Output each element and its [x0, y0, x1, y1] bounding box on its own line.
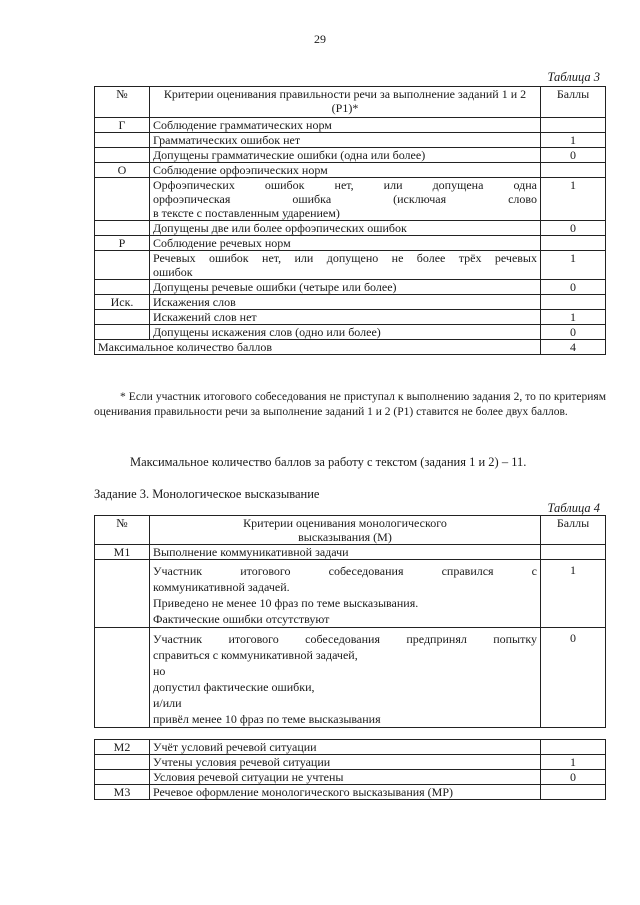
header-criteria [150, 516, 541, 545]
text-line: справиться с коммуникативной задачей, [153, 648, 358, 662]
criterion-title: Соблюдение орфоэпических норм [150, 163, 541, 178]
table-row [95, 755, 606, 770]
criterion-text: Учтены условия речевой ситуации [150, 755, 541, 770]
text-line: ошибок [153, 265, 193, 279]
table-row [95, 628, 606, 728]
table-row [95, 545, 606, 560]
table-row [95, 236, 606, 251]
criterion-text [150, 251, 541, 280]
monologue-criteria-table [94, 515, 606, 728]
text-line: допустил фактические ошибки, [153, 680, 315, 694]
score-value: 1 [541, 251, 606, 280]
table-row [95, 310, 606, 325]
criterion-title: Учёт условий речевой ситуации [150, 740, 541, 755]
header-line: высказывания (М) [298, 530, 392, 544]
text-line: Орфоэпических ошибок нет, или допущена одна [153, 178, 537, 192]
header-number: № [95, 516, 150, 545]
table-header-row [95, 87, 606, 118]
table-row [95, 325, 606, 340]
criterion-title: Соблюдение грамматических норм [150, 118, 541, 133]
criterion-code: М3 [95, 785, 150, 800]
header-score: Баллы [541, 516, 606, 545]
criterion-title: Соблюдение речевых норм [150, 236, 541, 251]
header-score: Баллы [541, 87, 606, 118]
text-line: орфоэпическая ошибка (исключая слово [153, 192, 537, 206]
score-value: 0 [541, 221, 606, 236]
table-row [95, 148, 606, 163]
text-line: Фактические ошибки отсутствуют [153, 612, 330, 626]
score-value: 1 [541, 755, 606, 770]
text-line: Приведено не менее 10 фраз по теме высказывания. [153, 596, 419, 610]
text-line: но [153, 664, 166, 678]
table-row [95, 280, 606, 295]
score-value: 1 [541, 560, 606, 628]
criterion-text [150, 628, 541, 728]
table-row [95, 133, 606, 148]
table4-caption: Таблица 4 [547, 501, 600, 515]
table-row [95, 251, 606, 280]
criterion-text: Грамматических ошибок нет [150, 133, 541, 148]
text-line: привёл менее 10 фраз по теме высказывания [153, 712, 381, 726]
score-value: 0 [541, 280, 606, 295]
text-line: Участник итогового собеседования справился с [153, 564, 537, 578]
criterion-code: Г [95, 118, 150, 133]
footnote: * Если участник итогового собеседования не приступал к выполнению задания 2, то по критериям оценивания правильности речи за выполнение заданий 1 и 2 (Р1) ставится не более двух баллов. [94, 391, 606, 418]
criterion-code: Р [95, 236, 150, 251]
criterion-text: Допущены грамматические ошибки (одна или более) [150, 148, 541, 163]
score-value: 0 [541, 770, 606, 785]
max-score-value: 4 [541, 340, 606, 355]
text-line: Речевых ошибок нет, или допущено не более трёх речевых [153, 251, 537, 265]
task3-title: Задание 3. Монологическое высказывание [94, 487, 320, 501]
score-value: 1 [541, 133, 606, 148]
criterion-title: Речевое оформление монологического высказывания (МР) [150, 785, 541, 800]
monologue-criteria-table-continued [94, 739, 606, 800]
text-line: Участник итогового собеседования предпринял попытку [153, 632, 537, 646]
text-line: и/или [153, 696, 182, 710]
page-number: 29 [314, 32, 326, 46]
table-row-total [95, 340, 606, 355]
table-row [95, 178, 606, 221]
table-row [95, 221, 606, 236]
table-row [95, 740, 606, 755]
criterion-text [150, 560, 541, 628]
table-row [95, 295, 606, 310]
table3-caption: Таблица 3 [547, 70, 600, 84]
criterion-code: О [95, 163, 150, 178]
speech-correctness-table [94, 86, 606, 355]
criterion-title: Искажения слов [150, 295, 541, 310]
table-row [95, 163, 606, 178]
score-value: 0 [541, 148, 606, 163]
criterion-text: Допущены искажения слов (одно или более) [150, 325, 541, 340]
criterion-text: Допущены две или более орфоэпических ошибок [150, 221, 541, 236]
score-value: 1 [541, 310, 606, 325]
criterion-text [150, 178, 541, 221]
criterion-text: Искажений слов нет [150, 310, 541, 325]
table-row [95, 770, 606, 785]
header-number: № [95, 87, 150, 118]
max-score-label: Максимальное количество баллов [95, 340, 541, 355]
score-value: 1 [541, 178, 606, 221]
criterion-code: Иск. [95, 295, 150, 310]
text-line: коммуникативной задачей. [153, 580, 290, 594]
text-line: в тексте с поставленным ударением) [153, 206, 340, 220]
header-criteria: Критерии оценивания правильности речи за выполнение заданий 1 и 2 (Р1)* [150, 87, 541, 118]
table-row [95, 560, 606, 628]
table-row [95, 785, 606, 800]
table-row [95, 118, 606, 133]
table-header-row [95, 516, 606, 545]
criterion-code: М1 [95, 545, 150, 560]
criterion-text: Условия речевой ситуации не учтены [150, 770, 541, 785]
score-value: 0 [541, 628, 606, 728]
criterion-code: М2 [95, 740, 150, 755]
header-line: Критерии оценивания монологического [243, 516, 447, 530]
max-total-text: Максимальное количество баллов за работу с текстом (задания 1 и 2) – 11. [130, 455, 527, 469]
criterion-text: Допущены речевые ошибки (четыре или более) [150, 280, 541, 295]
criterion-title: Выполнение коммуникативной задачи [150, 545, 541, 560]
score-value: 0 [541, 325, 606, 340]
